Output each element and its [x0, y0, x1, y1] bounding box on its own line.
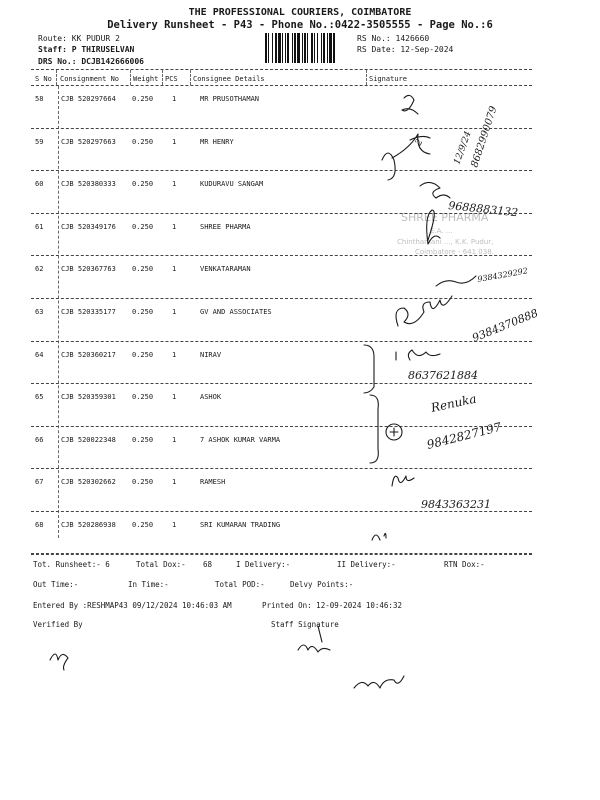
rtn-dox-label: RTN Dox:- [444, 560, 485, 569]
row-weight: 0.250 [132, 521, 154, 529]
row-sno: 64 [35, 350, 44, 359]
row-sno: 66 [35, 435, 44, 444]
row-weight: 0.250 [132, 393, 154, 402]
row-pcs: 1 [172, 180, 177, 189]
row-weight: 0.250 [132, 478, 154, 487]
row-consignment-no: CJB 520367763 [61, 265, 116, 274]
row-consignment-no: CJB 520022348 [61, 435, 116, 444]
row-sno: 63 [35, 308, 44, 316]
i-delivery-label: I Delivery:- [236, 560, 291, 569]
row-consignee: SRI KUMARAN TRADING [200, 521, 281, 529]
row-consignment-no: CJB 520302662 [61, 478, 116, 487]
row-weight: 0.250 [132, 265, 154, 274]
row-pcs: 1 [172, 137, 177, 146]
staff-signature-label: Staff Signature [271, 620, 339, 629]
row-consignee: ASHOK [200, 393, 222, 402]
row-weight: 0.250 [132, 350, 154, 359]
staff-label: Staff: P THIRUSELVAN [38, 45, 135, 54]
handwritten-phone: 9384370888 [470, 306, 541, 345]
in-time-label: In Time:- [128, 580, 169, 589]
out-time-label: Out Time:- [33, 580, 79, 589]
handwritten-phone: 9843363231 [421, 498, 491, 511]
row-weight: 0.250 [132, 435, 154, 444]
svg-text:SHREE PHARMA: SHREE PHARMA [401, 211, 489, 224]
svg-text:Coimbatore - 641 038.: Coimbatore - 641 038. [415, 248, 494, 256]
row-pcs: 1 [172, 350, 177, 359]
svg-text:2: 2 [413, 137, 426, 148]
entered-by: Entered By :RESHMAP43 09/12/2024 10:46:03 AM [33, 601, 232, 610]
col-header-sno: S No [35, 75, 52, 83]
row-weight: 0.250 [132, 222, 154, 231]
handwritten-phone: 8682990079 [469, 105, 500, 169]
row-pcs: 1 [172, 265, 177, 274]
svg-text:Chinthamani ..., K.K. Pudur,: Chinthamani ..., K.K. Pudur, [397, 238, 494, 246]
row-weight: 0.250 [132, 95, 154, 103]
ii-delivery-label: II Delivery:- [337, 560, 396, 569]
total-dox-value: 68 [203, 560, 213, 569]
handwritten-phone: 8637621884 [408, 369, 478, 382]
col-header-pcs: PCS [165, 75, 178, 83]
row-pcs: 1 [172, 95, 177, 103]
rs-date: RS Date: 12-Sep-2024 [357, 45, 454, 54]
row-pcs: 1 [172, 222, 177, 231]
row-pcs: 1 [172, 478, 177, 487]
row-weight: 0.250 [132, 180, 154, 189]
handwritten-name: Renuka [429, 391, 478, 415]
row-consignment-no: CJB 520349176 [61, 222, 116, 231]
row-consignment-no: CJB 520359301 [61, 393, 116, 402]
row-sno: 68 [35, 521, 44, 529]
row-pcs: 1 [172, 393, 177, 402]
company-title: THE PROFESSIONAL COURIERS, COIMBATORE [188, 7, 412, 18]
row-sno: 59 [35, 137, 44, 146]
row-consignee: SHREE PHARMA [200, 222, 251, 231]
col-header-signature: Signature [369, 75, 407, 83]
row-consignment-no: CJB 520335177 [61, 308, 116, 316]
verified-by-label: Verified By [33, 620, 83, 629]
row-consignee: KUDURAVU SANGAM [200, 180, 264, 189]
svg-text:E.A. ...: E.A. ... [430, 227, 453, 235]
row-pcs: 1 [172, 435, 177, 444]
row-consignee: MR PRUSOTHAMAN [200, 95, 260, 103]
svg-text:12/9/24: 12/9/24 [452, 129, 474, 167]
delvy-points-label: Delvy Points:- [290, 580, 354, 589]
rs-number: RS No.: 1426660 [357, 34, 430, 43]
handwritten-phone: 9384329292 [476, 266, 529, 284]
row-consignment-no: CJB 520297664 [61, 95, 116, 103]
drs-number: DRS No.: DCJB142666006 [38, 57, 144, 66]
row-consignment-no: CJB 520360217 [61, 350, 116, 359]
row-weight: 0.250 [132, 308, 154, 316]
col-header-consignee: Consignee Details [193, 75, 265, 83]
total-pod-label: Total POD:- [215, 580, 265, 589]
row-sno: 61 [35, 222, 44, 231]
row-sno: 62 [35, 265, 44, 274]
printed-on: Printed On: 12-09-2024 10:46:32 [262, 601, 402, 610]
col-header-weight: Weight [133, 75, 159, 83]
row-consignment-no: CJB 520380333 [61, 180, 116, 189]
row-consignment-no: CJB 520286938 [61, 521, 116, 529]
row-consignment-no: CJB 520297663 [61, 137, 116, 146]
row-sno: 60 [35, 180, 44, 189]
row-sno: 67 [35, 478, 44, 487]
row-pcs: 1 [172, 308, 177, 316]
row-consignee: 7 ASHOK KUMAR VARMA [200, 435, 281, 444]
row-pcs: 1 [172, 521, 177, 529]
row-consignee: NIRAV [200, 350, 222, 359]
row-weight: 0.250 [132, 137, 154, 146]
row-sno: 65 [35, 393, 44, 402]
row-sno: 58 [35, 95, 44, 103]
row-consignee: MR HENRY [200, 137, 234, 146]
table-bottom-border [31, 553, 532, 554]
col-header-consignment: Consignment No [60, 75, 120, 83]
row-consignee: GV AND ASSOCIATES [200, 308, 272, 316]
runsheet-title: Delivery Runsheet - P43 - Phone No.:0422-3505555 - Page No.:6 [107, 19, 493, 31]
tot-runsheet: Tot. Runsheet:- 6 [33, 560, 110, 569]
total-dox-label: Total Dox:- [136, 560, 186, 569]
route-label: Route: KK PUDUR 2 [38, 34, 120, 43]
handwritten-phone: 9842827197 [425, 419, 503, 452]
company-stamp [397, 211, 494, 256]
row-consignee: VENKATARAMAN [200, 265, 251, 274]
row-consignee: RAMESH [200, 478, 226, 487]
handwritten-phone: 9688883132 [447, 199, 519, 220]
